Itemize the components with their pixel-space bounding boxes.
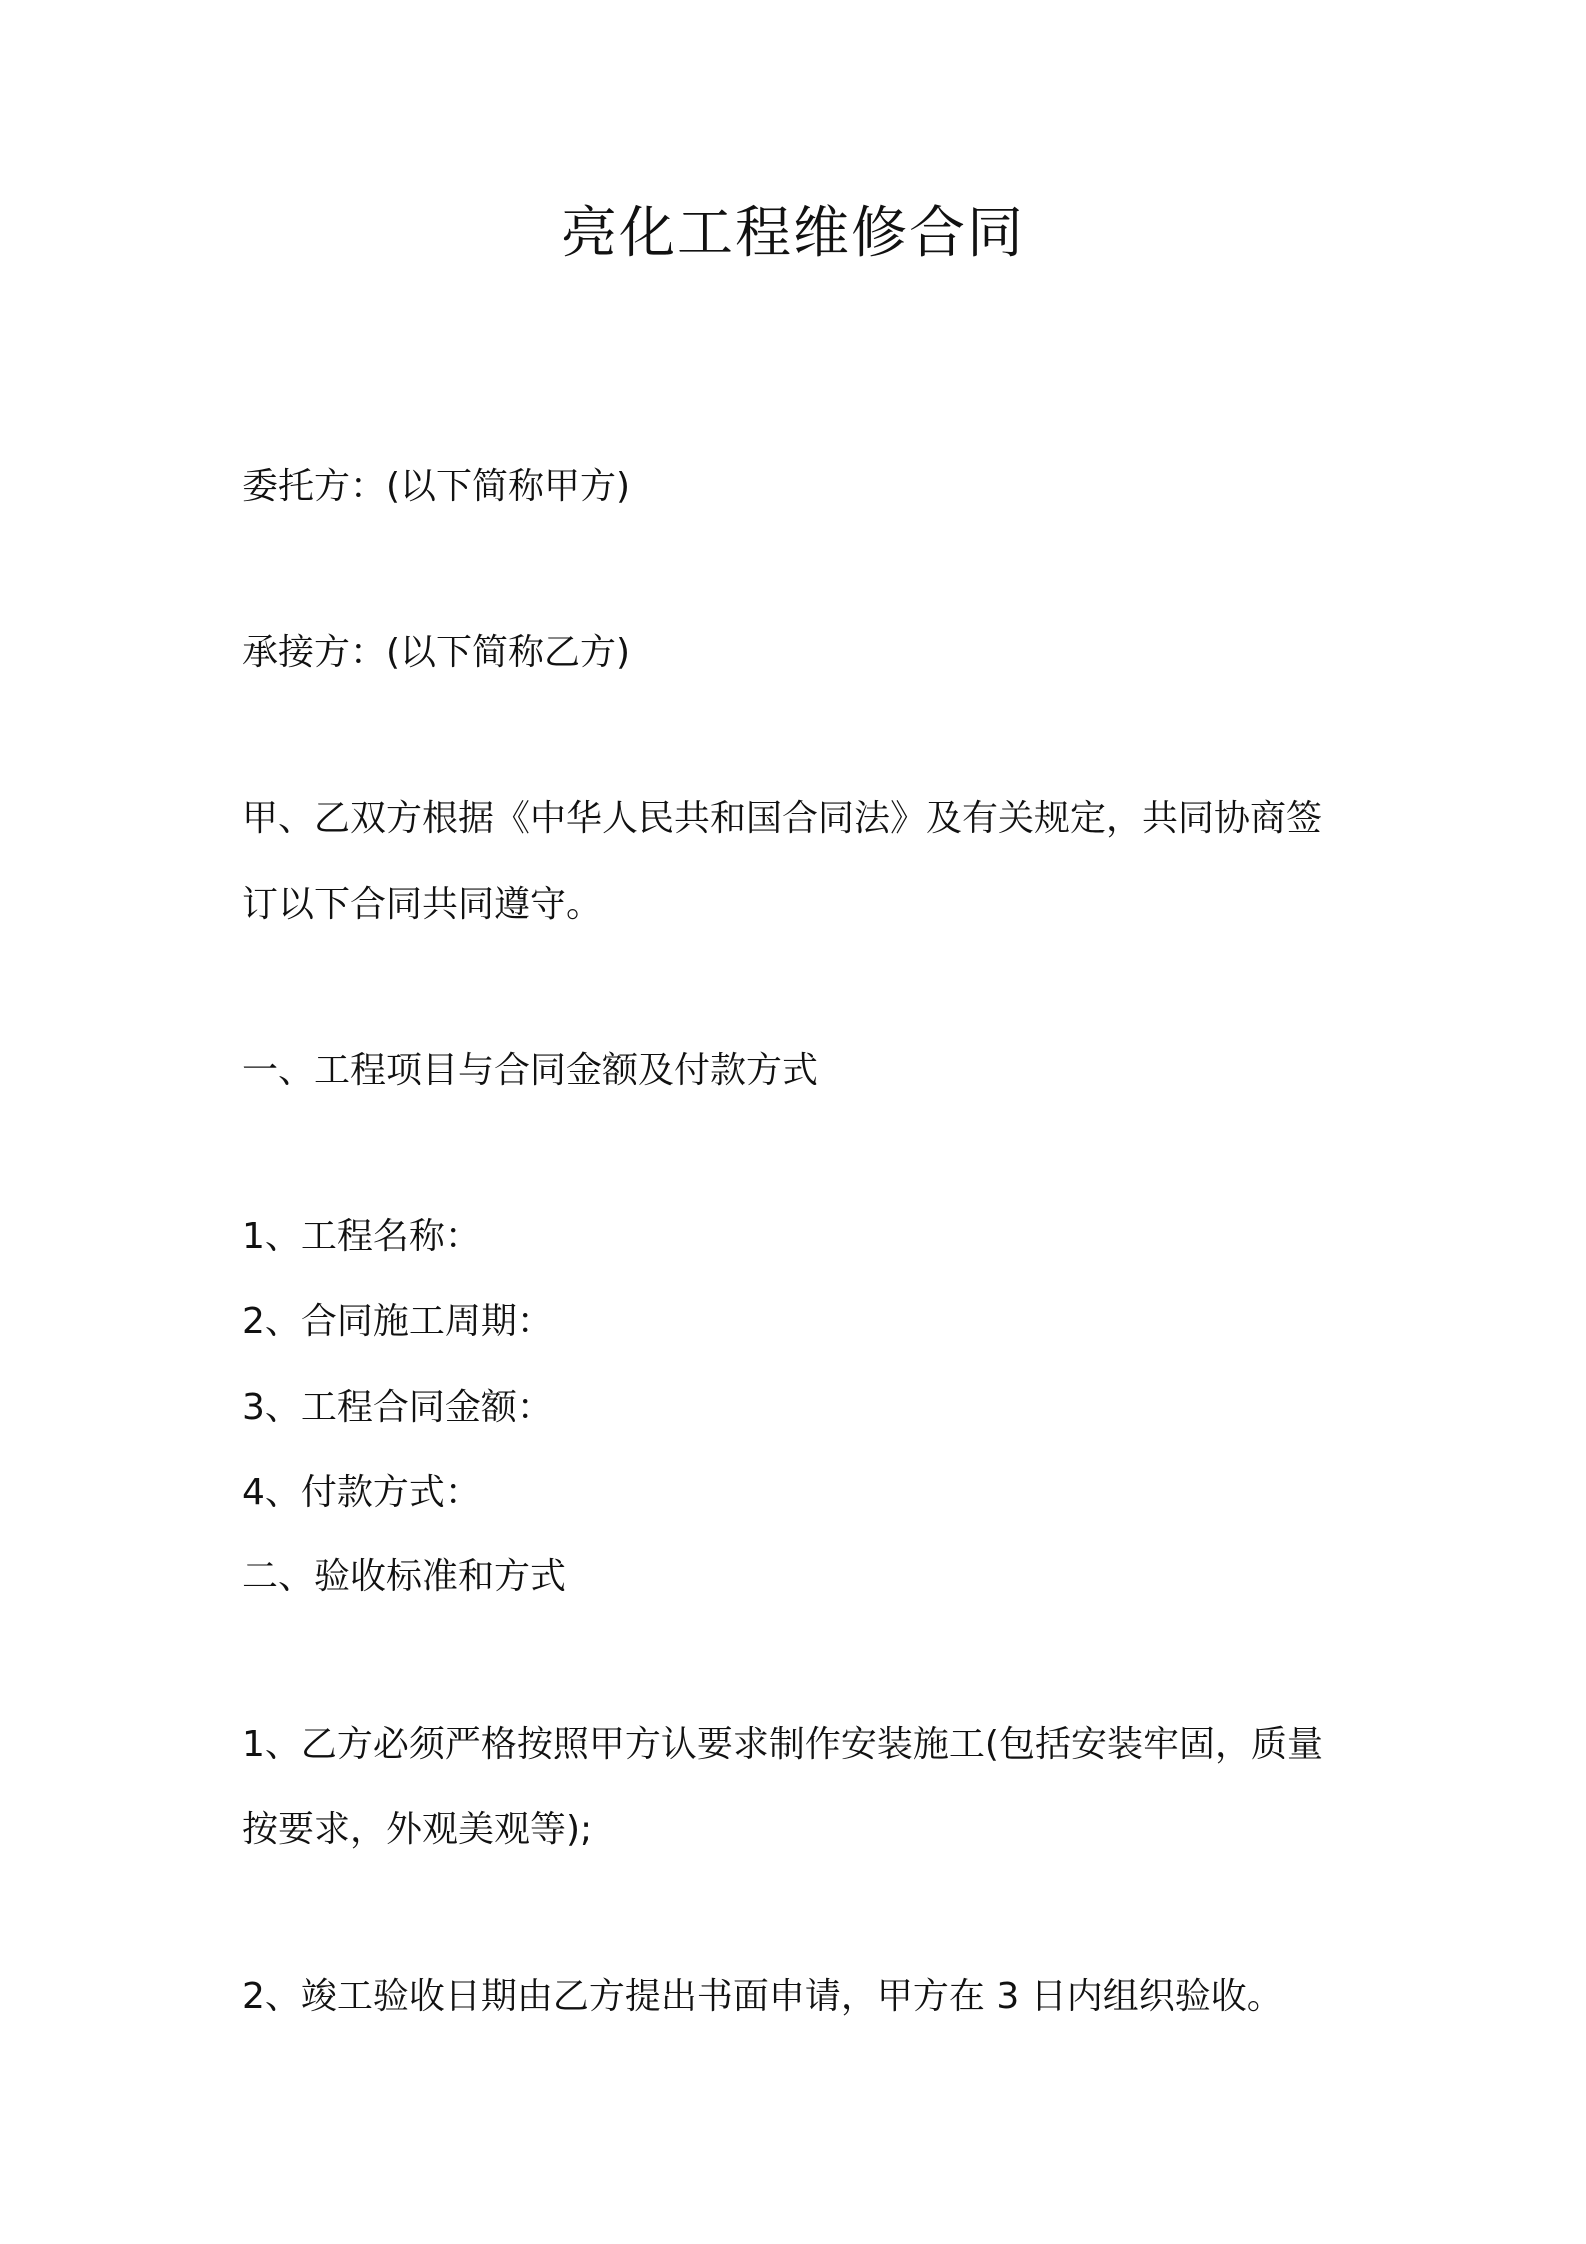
section-2-item-1-line-1: 1、乙方必须严格按照甲方认要求制作安装施工(包括安装牢固，质量 bbox=[242, 1724, 1323, 1765]
section-2-item-1-line-2: 按要求，外观美观等); bbox=[242, 1809, 593, 1850]
section-1-item-4: 4、付款方式： bbox=[242, 1472, 481, 1513]
section-2-heading: 二、验收标准和方式 bbox=[242, 1556, 567, 1597]
party-a-line: 委托方：(以下简称甲方) bbox=[242, 466, 631, 507]
section-1-item-2: 2、合同施工周期： bbox=[242, 1301, 553, 1342]
section-1-item-3: 3、工程合同金额： bbox=[242, 1387, 553, 1428]
section-2-item-2: 2、竣工验收日期由乙方提出书面申请，甲方在 3 日内组织验收。 bbox=[242, 1976, 1283, 2017]
section-1-item-1: 1、工程名称： bbox=[242, 1216, 481, 1257]
preamble-line-2: 订以下合同共同遵守。 bbox=[242, 884, 603, 925]
page-title: 亮化工程维修合同 bbox=[561, 201, 1025, 266]
section-1-heading: 一、工程项目与合同金额及付款方式 bbox=[242, 1050, 819, 1091]
preamble-line-1: 甲、乙双方根据《中华人民共和国合同法》及有关规定，共同协商签 bbox=[242, 798, 1323, 839]
party-b-line: 承接方：(以下简称乙方) bbox=[242, 632, 631, 673]
